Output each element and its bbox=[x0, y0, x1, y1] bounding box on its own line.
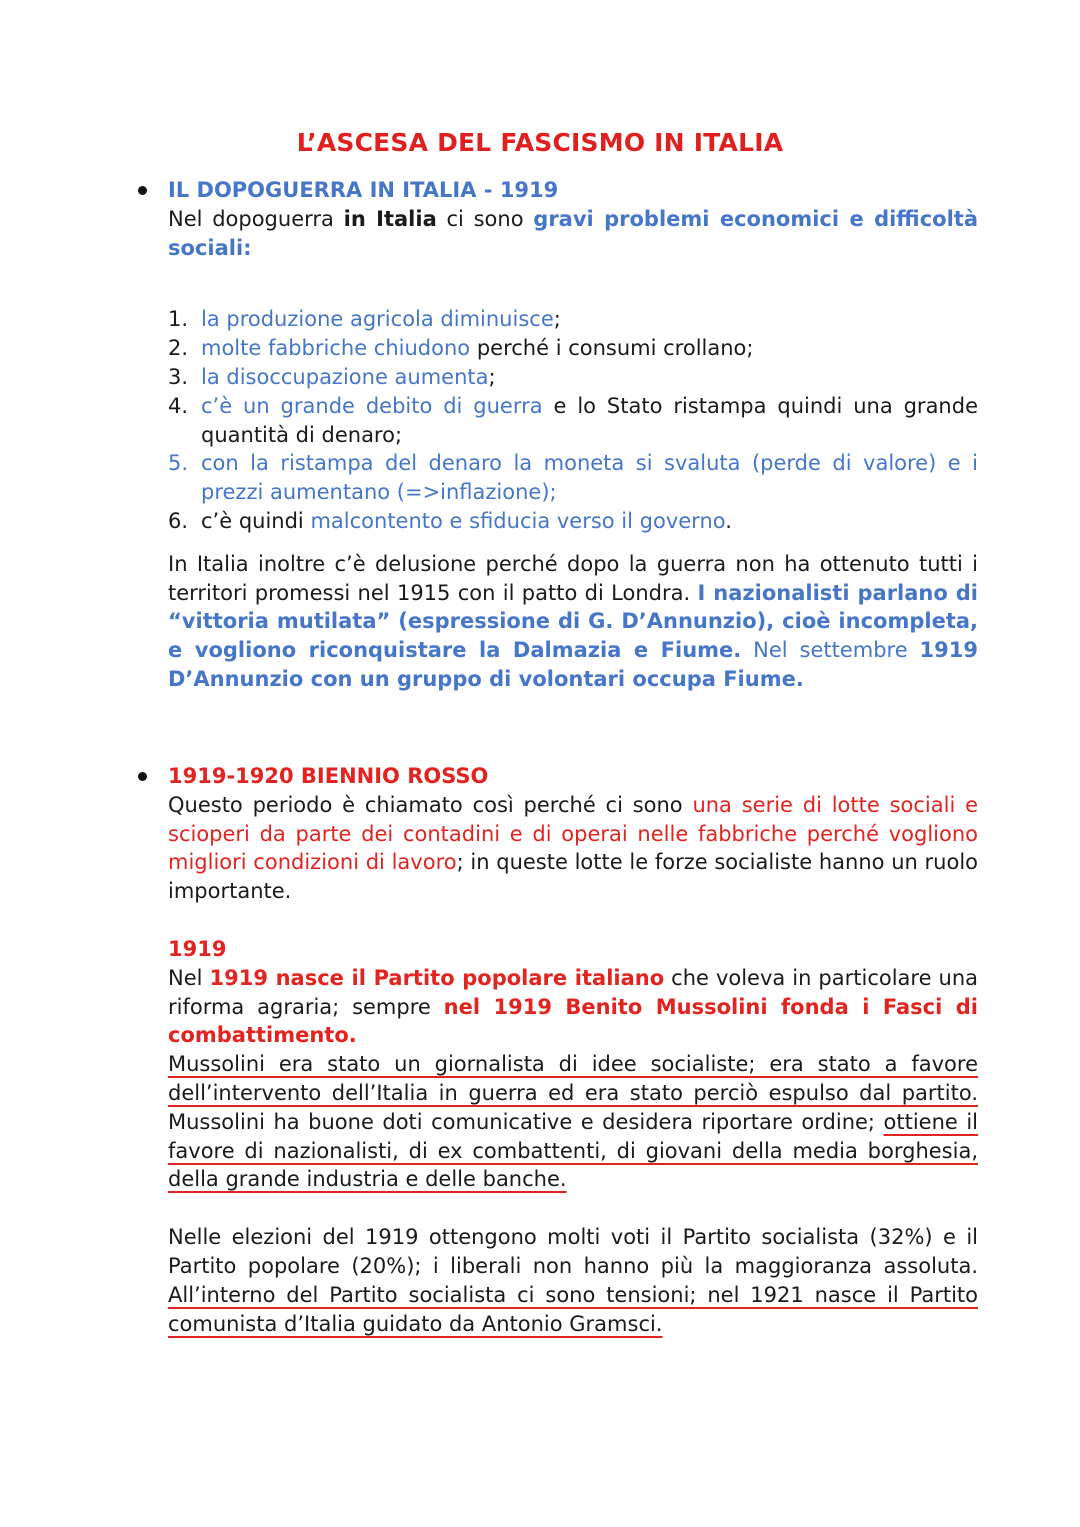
text-run: nel 1919 Benito Mussolini fonda i Fasci di combattimento. bbox=[168, 994, 978, 1048]
partito-popolare-paragraph bbox=[168, 964, 978, 1050]
section-heading: IL DOPOGUERRA IN ITALIA - 1919 bbox=[168, 178, 559, 202]
list-item bbox=[168, 334, 978, 363]
text-run: Questo periodo è chiamato così perché ci sono bbox=[168, 792, 693, 817]
text-run: Nel bbox=[168, 965, 210, 990]
list-item bbox=[168, 507, 978, 536]
underlined-text: All’interno del Partito socialista ci sono tensioni; nel 1921 nasce il Partito comunista d’Italia guidato da Antonio Gramsci. bbox=[168, 1282, 978, 1336]
list-number: 3. bbox=[168, 364, 189, 389]
text-run: 1919 nasce il Partito popolare italiano bbox=[209, 965, 665, 990]
text-run: ; in queste lotte le forze socialiste hanno un ruolo importante. bbox=[168, 850, 979, 904]
text-run: e lo Stato ristampa quindi una grande quantità di denaro; bbox=[201, 393, 978, 447]
text-run: ; bbox=[488, 364, 496, 389]
text-run: Nelle elezioni del 1919 ottengono molti voti il Partito socialista (32%) e il Partito popolare (20%); i liberali non hanno più la maggioranza assoluta. bbox=[168, 1225, 978, 1278]
bullet-icon bbox=[138, 772, 147, 781]
text-run: Mussolini ha buone doti comunicative e desidera riportare ordine; bbox=[168, 1109, 884, 1134]
list-item bbox=[168, 363, 978, 392]
text-run: c’è quindi bbox=[201, 508, 311, 533]
underlined-text: Mussolini era stato un giornalista di idee socialiste; era stato a favore dell’intervento dell’Italia in guerra ed era stato perciò espulso dal partito. bbox=[168, 1052, 978, 1105]
bullet-icon bbox=[138, 186, 147, 195]
text-run: la produzione agricola diminuisce bbox=[201, 307, 554, 332]
list-item bbox=[168, 449, 978, 507]
list-item bbox=[168, 392, 978, 450]
page-title: L’ASCESA DEL FASCISMO IN ITALIA bbox=[296, 128, 784, 157]
list-item bbox=[168, 305, 978, 334]
text-run: perché i consumi crollano; bbox=[470, 336, 754, 361]
delusione-paragraph bbox=[168, 550, 978, 694]
text-run: I nazionalisti parlano di “vittoria mutilata” (espressione di G. D’Annunzio), cioè incompleta, e vogliono riconquistare la Dalmazia e Fiume. bbox=[168, 580, 978, 663]
list-number: 6. bbox=[168, 508, 189, 533]
text-run: ; bbox=[553, 307, 561, 332]
text-run: 1919 D’Annunzio con un gruppo di volontari occupa Fiume. bbox=[168, 638, 978, 691]
text-run: con la ristampa del denaro la moneta si svaluta (perde di valore) e i prezzi aumentano (=>inflazione); bbox=[201, 451, 978, 505]
underlined-text: ottiene il favore di nazionalisti, di ex combattenti, di giovani della media borghesia, della grande industria e delle banche. bbox=[168, 1109, 978, 1192]
text-run: In Italia inoltre c’è delusione perché dopo la guerra non ha ottenuto tutti i territori promessi nel 1915 con il patto di Londra. bbox=[168, 551, 978, 605]
section-biennio-rosso bbox=[168, 762, 978, 1338]
list-number: 2. bbox=[168, 336, 189, 361]
sub-heading-1919: 1919 bbox=[168, 936, 227, 961]
text-run: in Italia bbox=[343, 206, 437, 231]
text-run: Nel dopoguerra bbox=[168, 206, 344, 231]
text-run: molte fabbriche chiudono bbox=[201, 336, 471, 361]
list-number: 4. bbox=[168, 393, 189, 418]
problems-list bbox=[168, 305, 978, 535]
intro-paragraph bbox=[168, 205, 978, 263]
text-run: . bbox=[725, 508, 732, 533]
section-heading: 1919-1920 BIENNIO ROSSO bbox=[168, 764, 489, 788]
list-number: 5. bbox=[168, 451, 189, 476]
text-run: la disoccupazione aumenta bbox=[201, 364, 489, 389]
text-run: malcontento e sfiducia verso il governo bbox=[310, 508, 726, 533]
section-dopoguerra bbox=[168, 176, 978, 694]
text-run: ci sono bbox=[436, 206, 534, 231]
biennio-paragraph bbox=[168, 791, 978, 906]
text-run: che voleva in particolare una riforma agraria; sempre bbox=[168, 965, 979, 1019]
text-run: una serie di lotte sociali e scioperi da parte dei contadini e di operai nelle fabbriche perché vogliono migliori condizioni di lavoro bbox=[168, 792, 978, 875]
text-run: c’è un grande debito di guerra bbox=[201, 393, 543, 418]
list-number: 1. bbox=[168, 307, 189, 332]
elezioni-paragraph bbox=[168, 1223, 978, 1338]
text-run: gravi problemi economici e difficoltà sociali: bbox=[168, 206, 978, 260]
mussolini-paragraph bbox=[168, 1050, 978, 1194]
text-run: Nel settembre bbox=[741, 638, 920, 663]
